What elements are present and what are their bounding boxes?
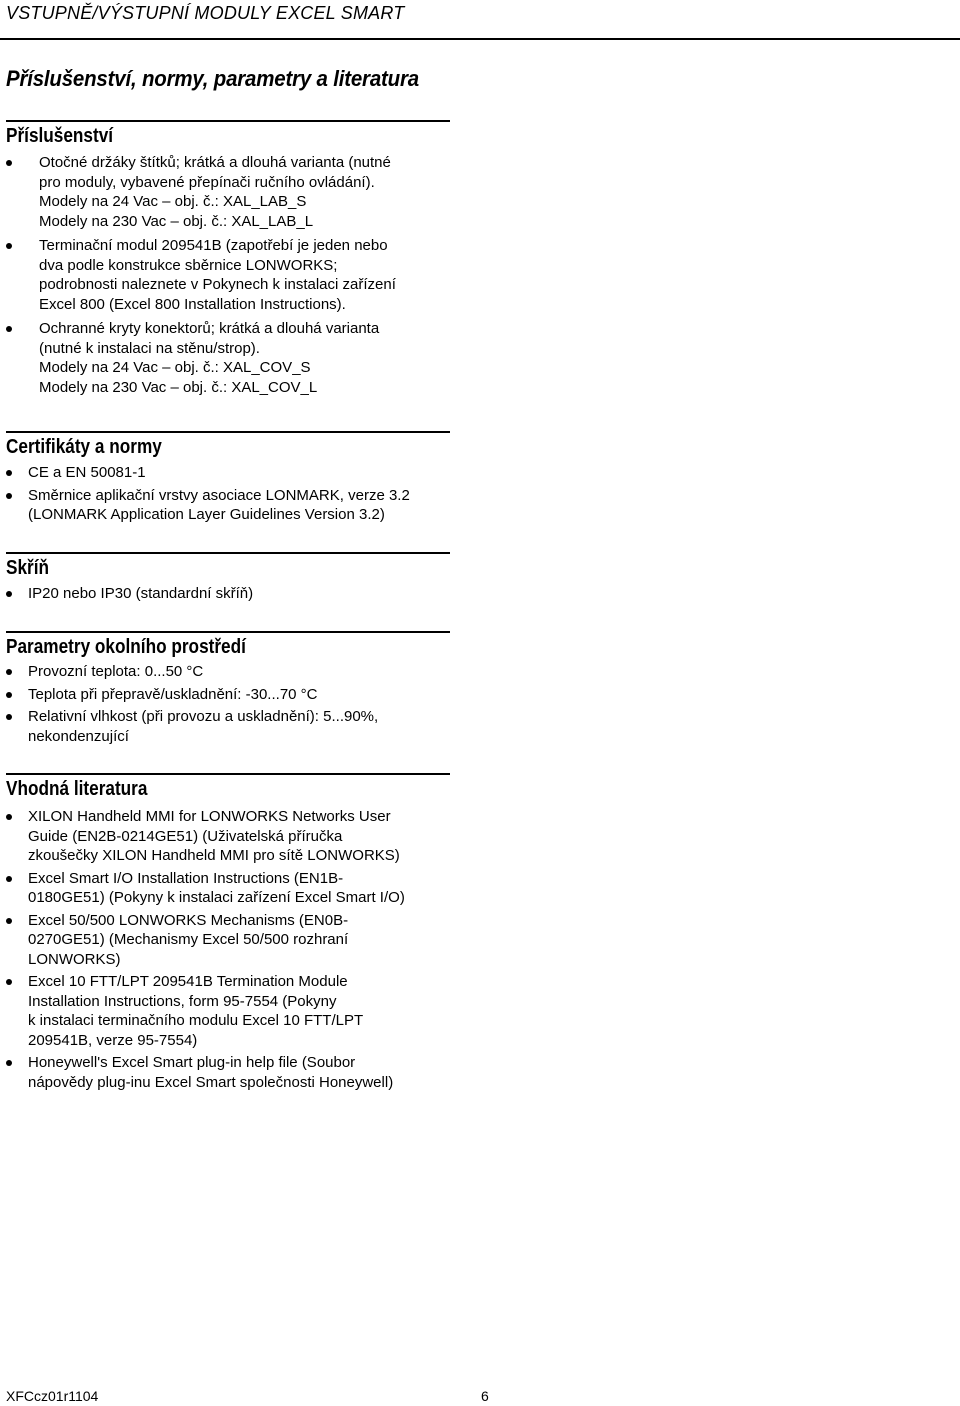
footer-doc-code: XFCcz01r1104 xyxy=(6,1388,99,1404)
page-title: Příslušenství, normy, parametry a literatura xyxy=(6,66,419,91)
bullet-icon xyxy=(6,669,12,675)
list-item-text: CE a EN 50081-1 xyxy=(28,464,146,481)
list-item-text: IP20 nebo IP30 (standardní skříň) xyxy=(28,585,254,602)
list-item-text: Excel Smart I/O Installation Instructions (EN1B- 0180GE51) (Pokyny k instalaci zařízení Excel Smart I/O) xyxy=(28,869,405,906)
list-item xyxy=(6,584,450,604)
bullet-icon xyxy=(6,243,12,249)
footer-page-number: 6 xyxy=(481,1388,489,1404)
list-item-text: Honeywell's Excel Smart plug-in help file (Soubor nápovědy plug-inu Excel Smart společnosti Honeywell) xyxy=(28,1054,394,1091)
environment-list xyxy=(6,662,450,746)
list-item-text: Excel 10 FTT/LPT 209541B Termination Module Installation Instructions, form 95-7554 (Pokyny k instalaci terminačního modulu Excel 10 FTT/LPT 209541B, verze 95-7554) xyxy=(28,973,364,1049)
section-rule xyxy=(6,552,450,554)
list-item xyxy=(6,972,450,1050)
section-certificates xyxy=(6,431,450,525)
list-item-text: Terminační modul 209541B (zapotřebí je jeden nebo dva podle konstrukce sběrnice LONWORKS; podrobnosti naleznete v Pokynech k instalaci zařízení Excel 800 (Excel 800 Installation Instructions). xyxy=(39,237,396,313)
list-item xyxy=(6,911,450,970)
bullet-icon xyxy=(6,692,12,698)
list-item-text: Excel 50/500 LONWORKS Mechanisms (EN0B- 0270GE51) (Mechanismy Excel 50/500 rozhraní LONWORKS) xyxy=(28,911,349,968)
bullet-icon xyxy=(6,714,12,720)
section-rule xyxy=(6,431,450,433)
list-item xyxy=(6,869,450,908)
certificates-list xyxy=(6,463,450,525)
bullet-icon xyxy=(6,814,12,820)
section-heading: Parametry okolního prostředí xyxy=(6,636,246,658)
section-environment xyxy=(6,631,450,746)
list-item-text: Otočné držáky štítků; krátká a dlouhá varianta (nutné pro moduly, vybavené přepínači ručního ovládání). Modely na 24 Vac – obj. č.: XAL_LAB_S Modely na 230 Vac – obj. č.: XAL_LAB_L xyxy=(39,154,391,230)
bullet-icon xyxy=(6,160,12,166)
housing-list xyxy=(6,584,450,604)
section-literature xyxy=(6,773,450,1092)
list-item xyxy=(6,319,450,397)
list-item-text: Provozní teplota: 0...50 °C xyxy=(28,663,204,680)
bullet-icon xyxy=(6,493,12,499)
list-item xyxy=(6,807,450,866)
header-title: VSTUPNĚ/VÝSTUPNÍ MODULY EXCEL SMART xyxy=(6,3,405,23)
bullet-icon xyxy=(6,1060,12,1066)
section-housing xyxy=(6,552,450,604)
section-heading: Vhodná literatura xyxy=(6,778,148,800)
bullet-icon xyxy=(6,326,12,332)
section-heading: Skříň xyxy=(6,557,50,579)
list-item xyxy=(6,685,450,705)
list-item-text: Teplota při přepravě/uskladnění: -30...70 °C xyxy=(28,685,318,703)
list-item xyxy=(6,486,450,525)
list-item xyxy=(6,236,450,314)
accessories-list xyxy=(6,153,450,397)
section-rule xyxy=(6,631,450,633)
list-item-text: Ochranné kryty konektorů; krátká a dlouhá varianta (nutné k instalaci na stěnu/strop). Modely na 24 Vac – obj. č.: XAL_COV_S Modely na 230 Vac – obj. č.: XAL_COV_L xyxy=(39,320,380,396)
list-item-text: XILON Handheld MMI for LONWORKS Networks User Guide (EN2B-0214GE51) (Uživatelská příručka zkoušečky XILON Handheld MMI pro sítě LONWORKS) xyxy=(28,808,400,864)
list-item xyxy=(6,662,450,682)
literature-list xyxy=(6,807,450,1092)
bullet-icon xyxy=(6,979,12,985)
list-item xyxy=(6,463,450,483)
bullet-icon xyxy=(6,591,12,597)
section-rule xyxy=(6,120,450,122)
bullet-icon xyxy=(6,918,12,924)
list-item-text: Relativní vlhkost (při provozu a uskladnění): 5...90%, nekondenzující xyxy=(28,708,379,745)
header-rule xyxy=(0,38,960,40)
list-item xyxy=(6,1053,450,1092)
list-item xyxy=(6,153,450,231)
bullet-icon xyxy=(6,876,12,882)
section-rule xyxy=(6,773,450,775)
section-accessories xyxy=(6,120,450,397)
section-heading: Příslušenství xyxy=(6,125,114,147)
list-item-text: Směrnice aplikační vrstvy asociace LONMARK, verze 3.2 (LONMARK Application Layer Guidelines Version 3.2) xyxy=(28,486,410,523)
bullet-icon xyxy=(6,470,12,476)
list-item xyxy=(6,707,450,746)
section-heading: Certifikáty a normy xyxy=(6,436,162,458)
